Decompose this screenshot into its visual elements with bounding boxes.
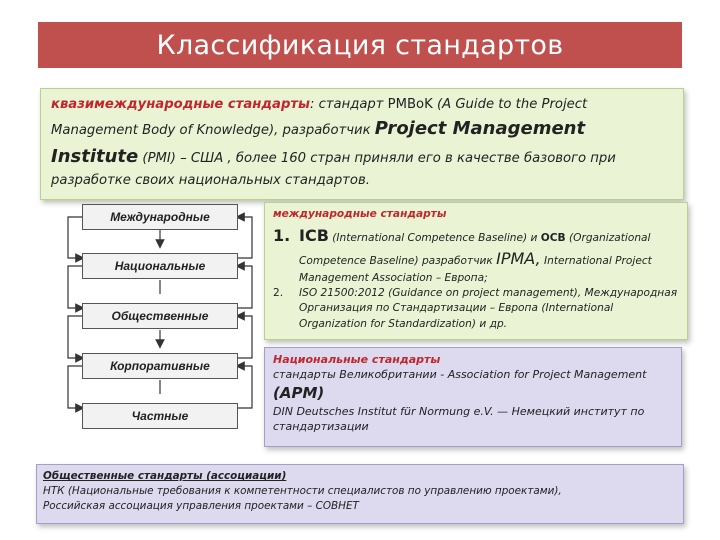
item-number-2: 2. <box>273 287 284 300</box>
levels-diagram <box>60 200 260 430</box>
national-standards-box <box>264 347 682 447</box>
pmbok-label: PMBoK <box>387 97 433 112</box>
ntk-text: НТК (Национальные требования к компетентности специалистов по управлению проектами), <box>43 485 562 498</box>
arrow-4-5 <box>68 366 82 408</box>
icb-text: (International Competence Baseline) и <box>328 232 541 245</box>
national-heading: Национальные стандарты <box>273 353 441 366</box>
level-international: Международные <box>82 204 238 230</box>
quasi-international-box <box>40 88 684 200</box>
ipma-label: IPMA, <box>496 249 541 269</box>
iso-text: ISO 21500:2012 (Guidance on project management), Международная Организация по Стандартизации – Европа (International Organization for Standardization) и др. <box>299 287 678 330</box>
arrow-5-4 <box>238 366 252 408</box>
arrow-2-3 <box>68 266 82 308</box>
uk-standards-text: стандарты Великобритании - Association for Project Management <box>273 368 647 382</box>
international-heading: международные стандарты <box>273 208 447 220</box>
quasi-text-1: : стандарт <box>309 97 388 112</box>
ipma-text: International Project Management Association – Европа; <box>299 255 652 284</box>
level-private: Частные <box>82 403 238 429</box>
level-national: Национальные <box>82 253 238 279</box>
international-standards-box <box>264 202 688 340</box>
arrow-1-2 <box>68 217 82 258</box>
quasi-text-3: (PMI) – США , более 160 стран приняли его в качестве базового при разработке своих национальных стандартов. <box>51 151 616 189</box>
level-public: Общественные <box>82 303 238 329</box>
arrow-2-1 <box>238 217 252 258</box>
arrow-3-4 <box>68 316 82 358</box>
public-heading: Общественные стандарты (ассоциации) <box>43 470 287 482</box>
icb-label: ICB <box>299 226 329 246</box>
list-item <box>273 224 679 286</box>
level-corporate: Корпоративные <box>82 353 238 379</box>
ocb-text: (Organizational Competence Baseline) разработчик <box>299 232 651 268</box>
international-list <box>273 224 679 332</box>
public-standards-box <box>36 464 684 524</box>
pmi-label: Project Management Institute <box>51 118 586 168</box>
sovnet-text: Российская ассоциация управления проектами – СОВНЕТ <box>43 500 359 513</box>
list-item <box>273 286 679 332</box>
item-number-1: 1. <box>273 226 291 246</box>
ocb-label: OCB <box>540 232 566 245</box>
arrow-3-2 <box>238 266 252 308</box>
quasi-text-2: (A Guide to the Project Management Body of Knowledge), разработчик <box>51 97 588 139</box>
quasi-heading: квазимеждународные стандарты <box>51 97 310 112</box>
apm-label: (APM) <box>273 383 325 402</box>
arrow-4-3 <box>238 316 252 358</box>
din-text: DIN Deutsches Institut für Normung e.V. — Немецкий институт по стандартизации <box>273 404 645 434</box>
slide-title: Классификация стандартов <box>38 22 682 68</box>
